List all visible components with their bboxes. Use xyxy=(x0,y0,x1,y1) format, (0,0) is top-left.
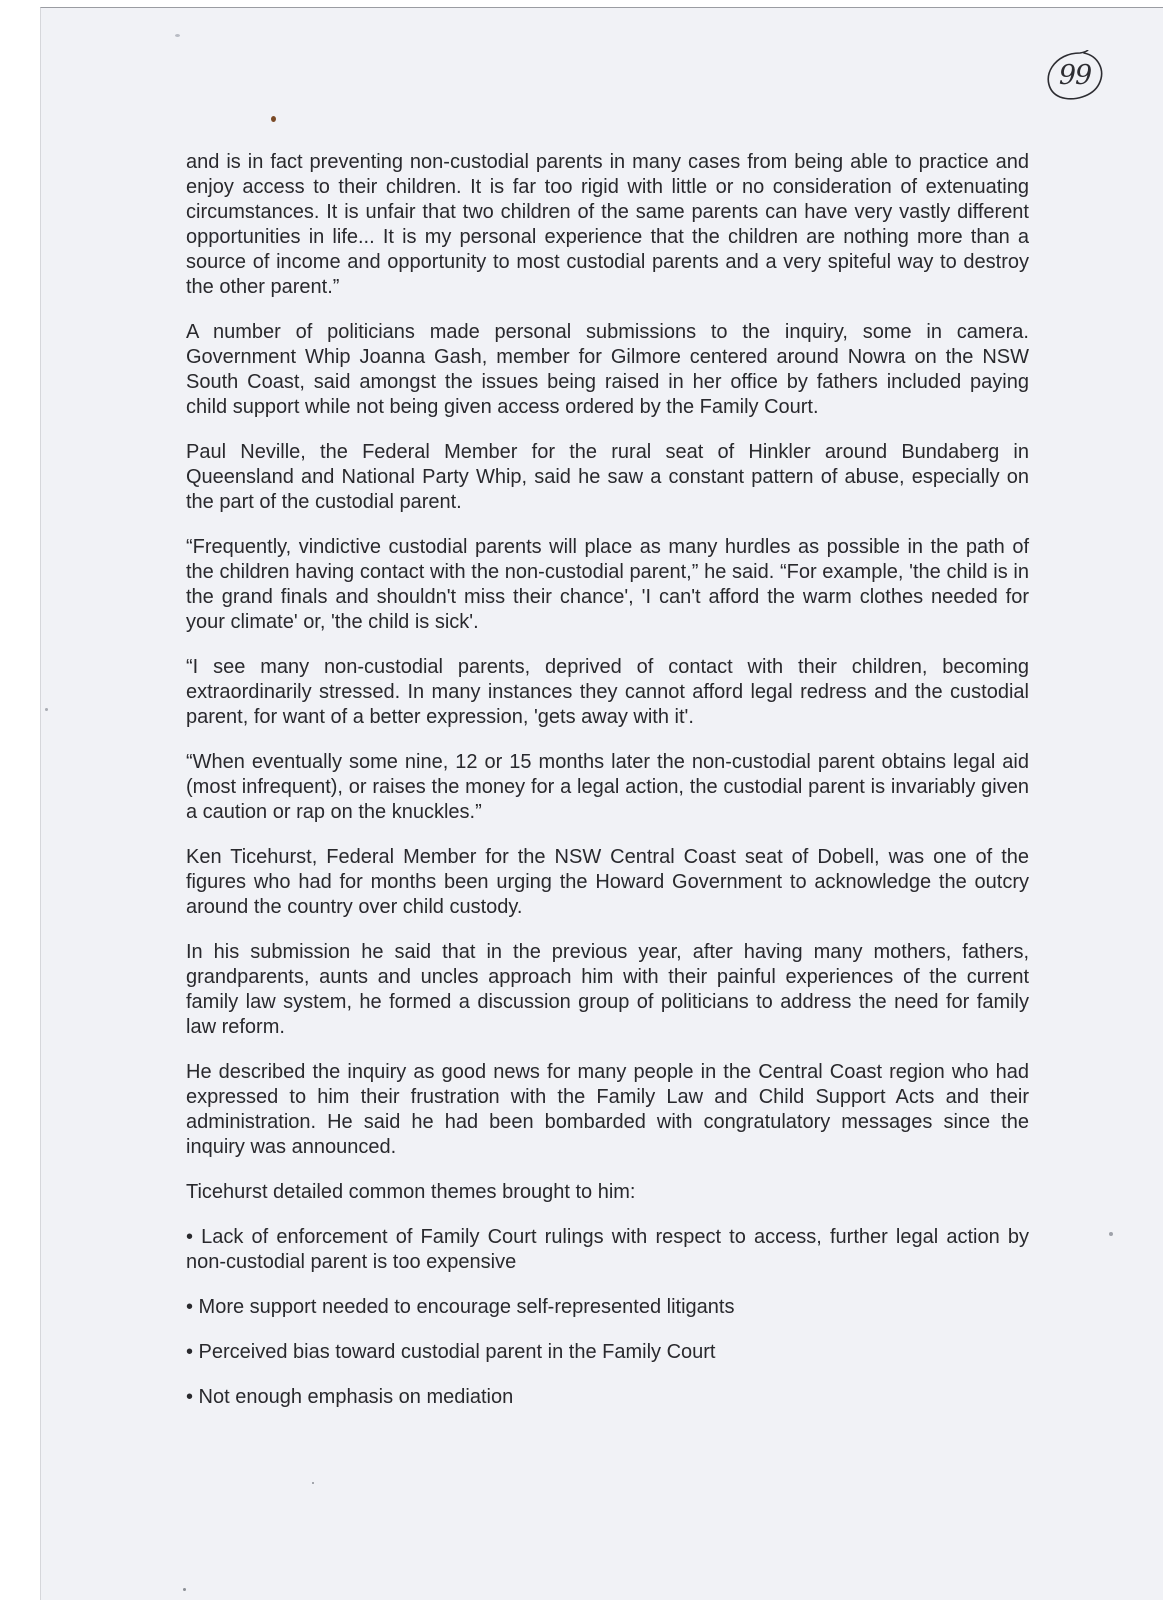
paragraph-10: Ticehurst detailed common themes brought to him: xyxy=(186,1181,636,1203)
paragraph-2: A number of politicians made personal submissions to the inquiry, some in camera. Government Whip Joanna Gash, member for Gilmore centered around Nowra on the NSW South Coast, said amongst the issues being raised in her office by fathers included paying child support while not being given access ordered by the Family Court. xyxy=(186,321,1029,418)
scanned-page xyxy=(40,7,1163,1600)
scan-speck xyxy=(312,1482,314,1484)
paragraph-5: “I see many non-custodial parents, deprived of contact with their children, becoming extraordinarily stressed. In many instances they cannot afford legal redress and the custodial parent, for want of a better expression, 'gets away with it'. xyxy=(186,656,1029,728)
paragraph-7: Ken Ticehurst, Federal Member for the NSW Central Coast seat of Dobell, was one of the figures who had for months been urging the Howard Government to acknowledge the outcry around the country over child custody. xyxy=(186,846,1029,918)
bullet-item-2: • More support needed to encourage self-represented litigants xyxy=(186,1296,735,1318)
page-number-text: 99 xyxy=(1058,60,1092,91)
bullet-item-1: • Lack of enforcement of Family Court rulings with respect to access, further legal action by non-custodial parent is too expensive xyxy=(186,1226,1029,1273)
bullet-item-4: • Not enough emphasis on mediation xyxy=(186,1386,514,1408)
paragraph-1: and is in fact preventing non-custodial parents in many cases from being able to practice and enjoy access to their children. It is far too rigid with little or no consideration of extenuating circumstances. It is unfair that two children of the same parents can have very vastly different opportunities in life... It is my personal experience that the children are nothing more than a source of income and opportunity to most custodial parents and a very spiteful way to destroy the other parent.” xyxy=(186,151,1029,298)
paragraph-9: He described the inquiry as good news for many people in the Central Coast region who had expressed to him their frustration with the Family Law and Child Support Acts and their administration. He said he had been bombarded with congratulatory messages since the inquiry was announced. xyxy=(186,1061,1029,1158)
paragraph-3: Paul Neville, the Federal Member for the rural seat of Hinkler around Bundaberg in Queensland and National Party Whip, said he saw a constant pattern of abuse, especially on the part of the custodial parent. xyxy=(186,441,1029,513)
paragraph-6: “When eventually some nine, 12 or 15 months later the non-custodial parent obtains legal aid (most infrequent), or raises the money for a legal action, the custodial parent is invariably given a caution or rap on the knuckles.” xyxy=(186,751,1029,823)
scan-speck xyxy=(1109,1232,1113,1236)
bullet-item-3: • Perceived bias toward custodial parent in the Family Court xyxy=(186,1341,716,1363)
document-body xyxy=(186,150,1029,1410)
scan-speck xyxy=(175,34,180,37)
handwritten-page-number xyxy=(1044,50,1106,106)
scan-dot-mark xyxy=(271,116,276,122)
scan-speck xyxy=(183,1588,186,1591)
paragraph-4: “Frequently, vindictive custodial parents will place as many hurdles as possible in the path of the children having contact with the non-custodial parent,” he said. “For example, 'the child is in the grand finals and shouldn't miss their chance', 'I can't afford the warm clothes needed for your climate' or, 'the child is sick'. xyxy=(186,536,1029,633)
scan-speck xyxy=(45,708,48,711)
paragraph-8: In his submission he said that in the previous year, after having many mothers, fathers, grandparents, aunts and uncles approach him with their painful experiences of the current family law system, he formed a discussion group of politicians to address the need for family law reform. xyxy=(186,941,1029,1038)
